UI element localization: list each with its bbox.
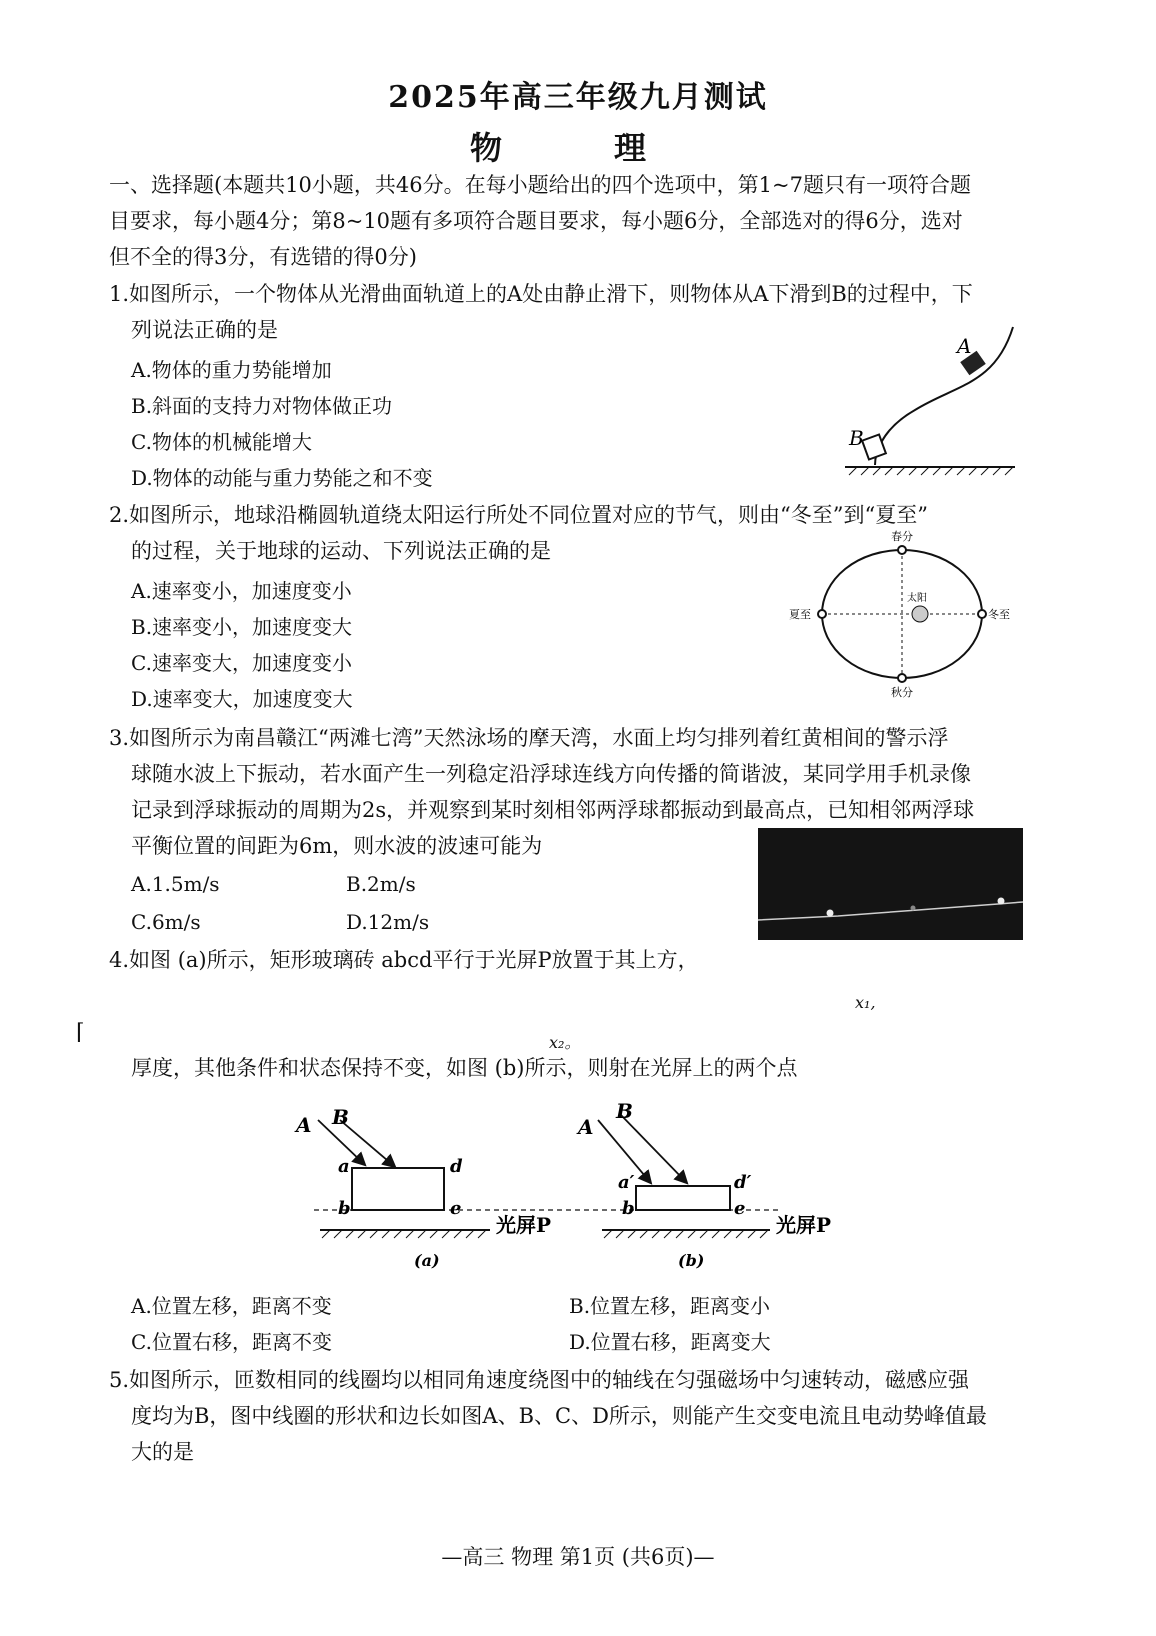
label-a: A	[957, 334, 972, 358]
q4-x2: x₂。	[549, 1033, 581, 1052]
q3-option-c: C.6m/s	[131, 910, 201, 934]
svg-text:B: B	[332, 1105, 349, 1129]
subject-title: 物 理	[469, 129, 686, 167]
q2-option-a: A.速率变小，加速度变小	[131, 579, 352, 603]
q4-option-d: D.位置右移，距离变大	[569, 1330, 771, 1354]
q1-option-a: A.物体的重力势能增加	[131, 358, 332, 382]
label-autumn: 秋分	[891, 686, 913, 699]
svg-text:a: a	[338, 1156, 350, 1177]
q4-stem-line1: 4.如图 (a)所示，矩形玻璃砖 abcd平行于光屏P放置于其上方，	[109, 948, 699, 972]
section-intro-line1: 一、选择题(本题共10小题，共46分。在每小题给出的四个选项中，第1~7题只有一项符合题	[109, 173, 971, 197]
q4-option-c: C.位置右移，距离不变	[131, 1330, 332, 1354]
svg-text:d′: d′	[734, 1172, 752, 1193]
q5-stem-line3: 大的是	[131, 1440, 194, 1464]
svg-text:b: b	[338, 1198, 351, 1219]
block-b	[862, 435, 886, 460]
q2-option-c: C.速率变大，加速度变小	[131, 651, 352, 675]
exam-title: 2025年高三年级九月测试	[388, 80, 768, 115]
q4-x1: x₁,	[855, 993, 876, 1012]
svg-text:光屏P: 光屏P	[776, 1213, 832, 1237]
svg-text:光屏P: 光屏P	[496, 1213, 552, 1237]
label-winter: 冬至	[988, 608, 1010, 621]
svg-text:a′: a′	[618, 1172, 635, 1193]
svg-text:e: e	[734, 1198, 746, 1219]
q1-curved-track-figure	[835, 325, 1025, 485]
q4-glass-brick-figure	[290, 1098, 850, 1278]
q4-stem-line2: 厚度，其他条件和状态保持不变，如图 (b)所示，则射在光屏上的两个点	[131, 1056, 798, 1080]
svg-text:A: A	[578, 1115, 594, 1139]
glass-brick-b	[636, 1186, 730, 1210]
svg-text:b: b	[622, 1198, 635, 1219]
label-spring: 春分	[891, 530, 913, 543]
svg-text:B: B	[616, 1099, 633, 1123]
q1-stem-line2: 列说法正确的是	[131, 318, 278, 342]
q2-orbit-figure	[785, 528, 1020, 703]
glass-brick-a	[352, 1168, 444, 1210]
q3-stem-line4: 平衡位置的间距为6m，则水波的波速可能为	[131, 834, 543, 858]
q1-stem-line1: 1.如图所示，一个物体从光滑曲面轨道上的A处由静止滑下，则物体从A下滑到B的过程中，下	[109, 282, 973, 306]
q4-option-a: A.位置左移，距离不变	[131, 1294, 332, 1318]
q3-stem-line2: 球随水波上下振动，若水面产生一列稳定沿浮球连线方向传播的简谐波，某同学用手机录像	[131, 762, 971, 786]
svg-text:(a): (a)	[414, 1251, 440, 1270]
q5-stem-line2: 度均为B，图中线圈的形状和边长如图A、B、C、D所示，则能产生交变电流且电动势峰值最	[131, 1404, 987, 1428]
label-summer: 夏至	[789, 608, 811, 621]
q3-option-b: B.2m/s	[346, 872, 416, 896]
q3-stem-line3: 记录到浮球振动的周期为2s，并观察到某时刻相邻两浮球都振动到最高点，已知相邻两浮球	[131, 798, 975, 822]
q1-option-c: C.物体的机械能增大	[131, 430, 312, 454]
label-sun: 太阳	[907, 593, 927, 604]
q1-option-d: D.物体的动能与重力势能之和不变	[131, 466, 433, 490]
svg-text:e: e	[450, 1198, 462, 1219]
page-footer: —高三 物理 第1页 (共6页)—	[441, 1545, 715, 1569]
sun-icon	[912, 606, 928, 622]
q2-stem-line2: 的过程，关于地球的运动、下列说法正确的是	[131, 539, 551, 563]
svg-text:(b): (b)	[678, 1251, 705, 1270]
svg-text:A: A	[296, 1113, 312, 1137]
q2-stem-line1: 2.如图所示，地球沿椭圆轨道绕太阳运行所处不同位置对应的节气，则由“冬至”到“夏至”	[109, 503, 928, 527]
label-b: B	[849, 426, 864, 450]
q5-stem-line1: 5.如图所示，匝数相同的线圈均以相同角速度绕图中的轴线在匀强磁场中匀速转动，磁感应强	[109, 1368, 970, 1392]
q3-option-d: D.12m/s	[346, 910, 430, 934]
q2-option-d: D.速率变大，加速度变大	[131, 687, 353, 711]
q4-option-b: B.位置左移，距离变小	[569, 1294, 771, 1318]
q1-option-b: B.斜面的支持力对物体做正功	[131, 394, 393, 418]
q3-option-a: A.1.5m/s	[131, 872, 220, 896]
q4-bracket: ⌈	[76, 1020, 85, 1045]
section-intro-line2: 目要求，每小题4分；第8~10题有多项符合题目要求，每小题6分，全部选对的得6分，选对	[109, 209, 963, 233]
section-intro-line3: 但不全的得3分，有选错的得0分)	[109, 245, 417, 269]
q3-stem-line1: 3.如图所示为南昌赣江“两滩七湾”天然泳场的摩天湾，水面上均匀排列着红黄相间的警示浮	[109, 726, 949, 750]
q3-buoy-photo	[758, 828, 1023, 940]
svg-text:d: d	[450, 1156, 463, 1177]
q2-option-b: B.速率变小，加速度变大	[131, 615, 353, 639]
